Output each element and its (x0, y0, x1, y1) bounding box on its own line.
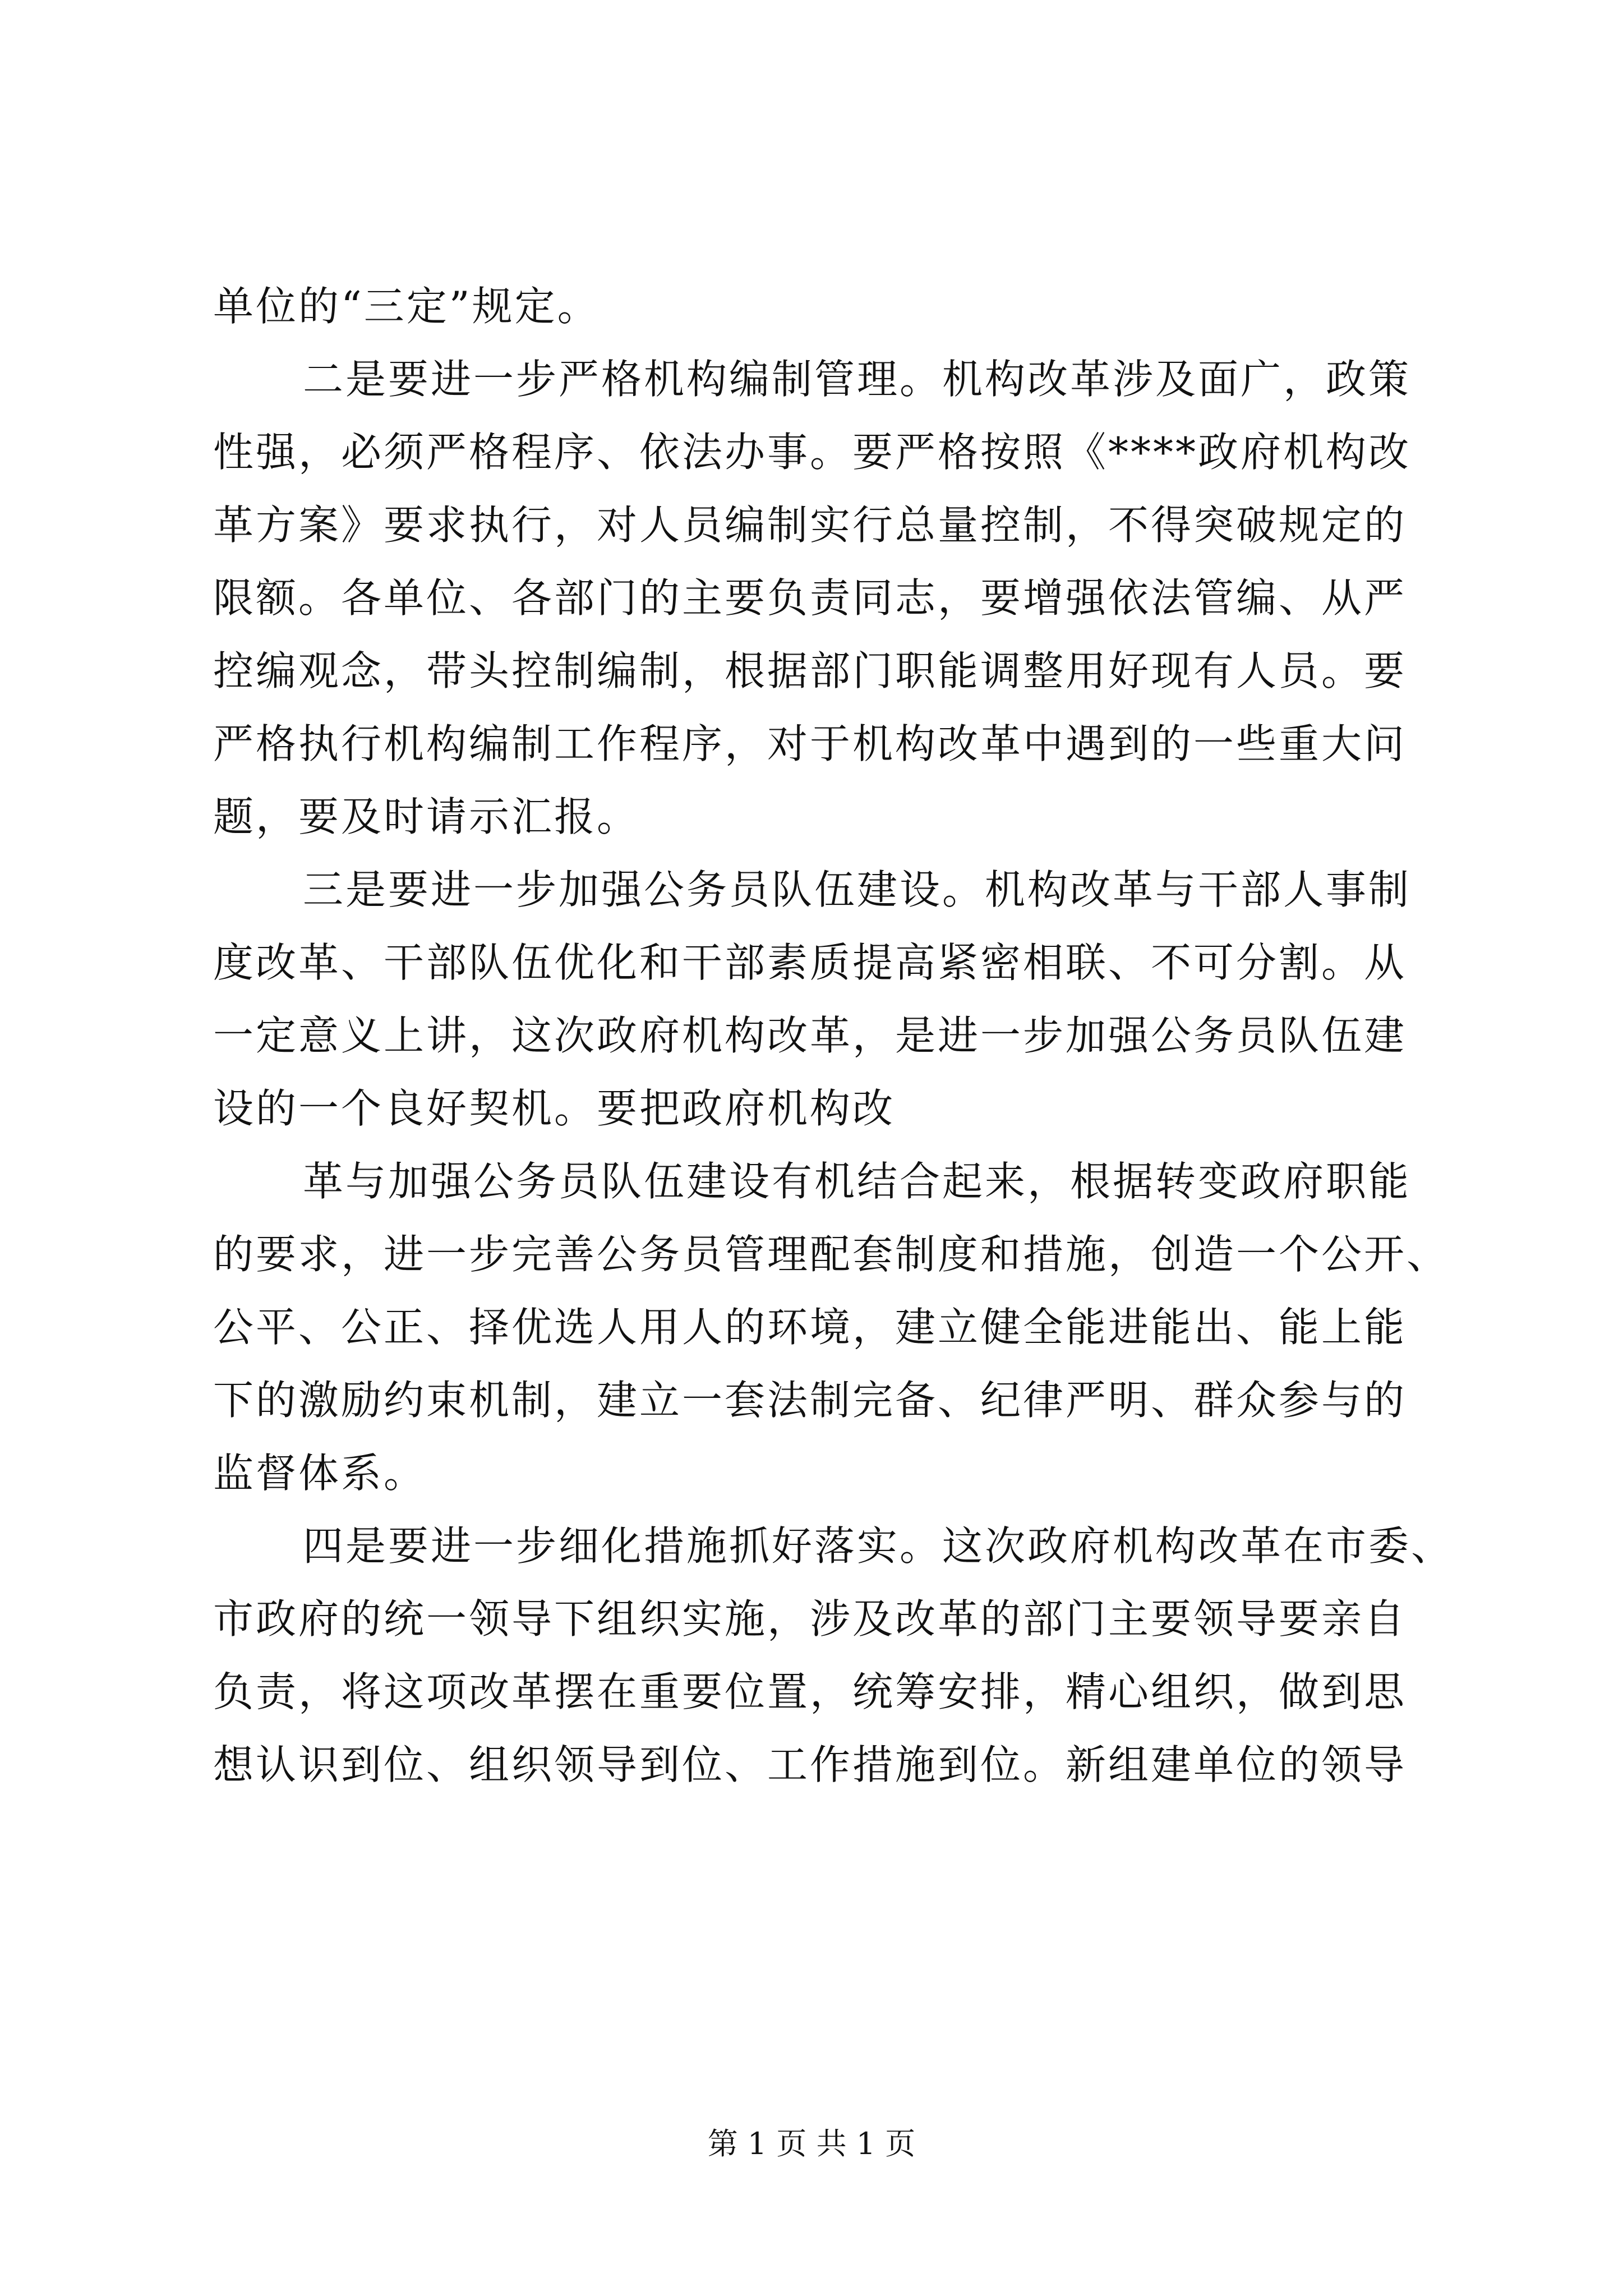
text-line: 控编观念，带头控制编制，根据部门职能调整用好现有人员。要 (213, 647, 1407, 694)
text-line: 性强，必须严格程序、依法办事。要严格按照《****政府机构改 (213, 429, 1412, 476)
text-line: 题，要及时请示汇报。 (213, 793, 640, 840)
text-line: 监督体系。 (213, 1450, 427, 1497)
text-line: 严格执行机构编制工作程序，对于机构改革中遇到的一些重大问 (213, 720, 1407, 767)
text-line: 的要求，进一步完善公务员管理配套制度和措施，创造一个公开、 (213, 1231, 1450, 1278)
text-line: 一定意义上讲，这次政府机构改革，是进一步加强公务员队伍建 (213, 1012, 1407, 1059)
text-line: 设的一个良好契机。要把政府机构改 (213, 1085, 896, 1132)
text-line: 下的激励约束机制，建立一套法制完备、纪律严明、群众参与的 (213, 1377, 1407, 1424)
text-line: 单位的“三定”规定。 (213, 283, 600, 330)
text-line: 公平、公正、择优选人用人的环境，建立健全能进能出、能上能 (213, 1304, 1407, 1351)
text-line: 市政府的统一领导下组织实施，涉及改革的部门主要领导要亲自 (213, 1595, 1407, 1642)
text-line: 想认识到位、组织领导到位、工作措施到位。新组建单位的领导 (213, 1741, 1407, 1788)
text-line: 限额。各单位、各部门的主要负责同志，要增强依法管编、从严 (213, 574, 1407, 622)
text-line: 度改革、干部队伍优化和干部素质提高紧密相联、不可分割。从 (213, 939, 1407, 986)
text-line: 负责，将这项改革摆在重要位置，统筹安排，精心组织，做到思 (213, 1668, 1407, 1715)
page-footer: 第 1 页 共 1 页 (707, 2126, 916, 2161)
paragraph-start-line: 四是要进一步细化措施抓好落实。这次政府机构改革在市委、 (303, 1522, 1454, 1570)
paragraph-start-line: 二是要进一步严格机构编制管理。机构改革涉及面广，政策 (303, 356, 1412, 403)
paragraph-start-line: 革与加强公务员队伍建设有机结合起来，根据转变政府职能 (303, 1158, 1412, 1205)
text-line: 革方案》要求执行，对人员编制实行总量控制，不得突破规定的 (213, 501, 1407, 549)
paragraph-start-line: 三是要进一步加强公务员队伍建设。机构改革与干部人事制 (303, 866, 1412, 913)
